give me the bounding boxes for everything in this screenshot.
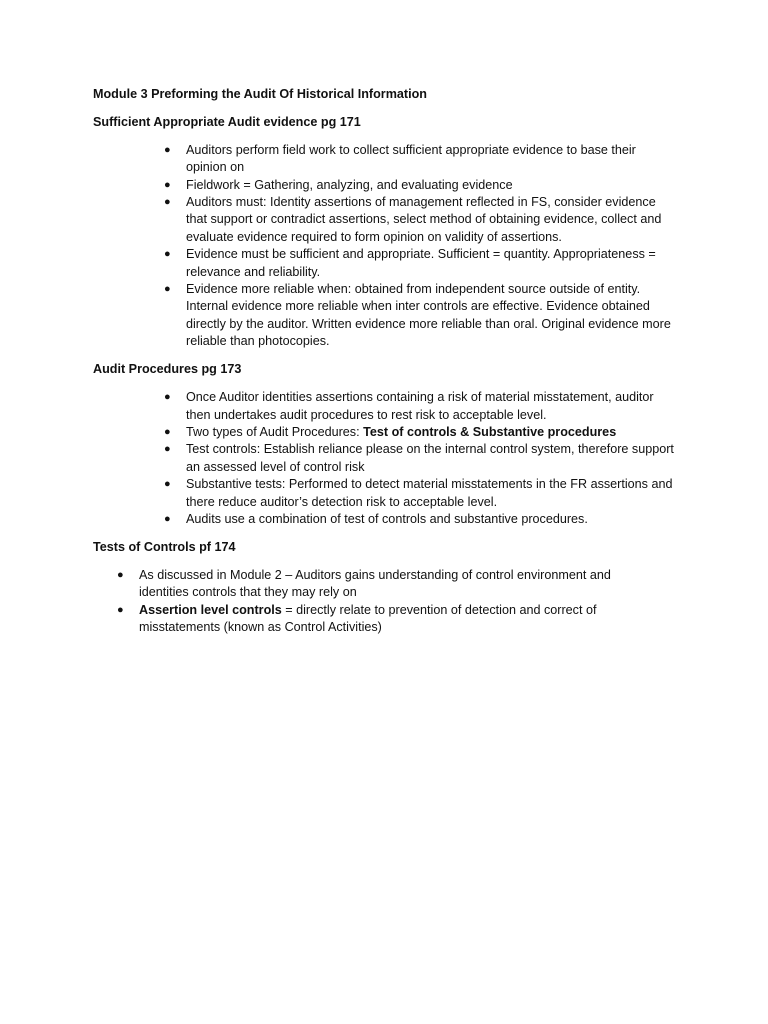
bullet-icon: ● bbox=[164, 443, 171, 456]
bullet-icon: ● bbox=[164, 478, 171, 491]
list-item-text: Auditors perform field work to collect sufficient appropriate evidence to base their opinion on bbox=[186, 142, 636, 175]
bullet-list-tests-of-controls bbox=[117, 567, 693, 637]
section-heading-audit-procedures: Audit Procedures pg 173 bbox=[93, 362, 242, 377]
list-item-text: As discussed in Module 2 – Auditors gains understanding of control environment and identities controls that they may rely on bbox=[139, 567, 611, 600]
list-item-text: Fieldwork = Gathering, analyzing, and evaluating evidence bbox=[186, 177, 513, 192]
list-item-bold-text: Assertion level controls bbox=[139, 602, 282, 617]
list-item bbox=[164, 246, 676, 281]
list-item-text: Two types of Audit Procedures: bbox=[186, 424, 364, 439]
list-item bbox=[164, 424, 676, 441]
list-item bbox=[164, 281, 676, 351]
list-item-text: Evidence more reliable when: obtained from independent source outside of entity. Internal evidence more reliable when inter controls are effective. Evidence obtained directly by the auditor. Written evidence more reliable than oral. Original evidence more reliable than photocopies. bbox=[186, 282, 671, 349]
list-item-text: Once Auditor identities assertions containing a risk of material misstatement, auditor then undertakes audit procedures to rest risk to acceptable level. bbox=[186, 390, 654, 422]
bullet-icon: ● bbox=[164, 178, 171, 191]
section-heading-tests-of-controls: Tests of Controls pf 174 bbox=[93, 539, 236, 554]
bullet-icon: ● bbox=[117, 603, 124, 616]
bullet-icon: ● bbox=[164, 248, 171, 261]
list-item bbox=[164, 389, 676, 424]
list-item-text: Auditors must: Identity assertions of management reflected in FS, consider evidence that support or contradict assertions, select method of obtaining evidence, collect and evaluate evidence required to form opinion on validity of assertions. bbox=[186, 195, 662, 244]
list-item bbox=[164, 142, 676, 177]
bullet-icon: ● bbox=[164, 391, 171, 404]
section-heading-audit-evidence: Sufficient Appropriate Audit evidence pg 171 bbox=[93, 114, 361, 129]
list-item-text: Audits use a combination of test of controls and substantive procedures. bbox=[186, 511, 588, 526]
bullet-icon: ● bbox=[164, 143, 171, 156]
bullet-icon: ● bbox=[164, 512, 171, 525]
document-title: Module 3 Preforming the Audit Of Historical Information bbox=[93, 87, 427, 101]
bullet-list-audit-evidence bbox=[164, 142, 693, 351]
list-item bbox=[164, 441, 676, 476]
list-item bbox=[164, 177, 676, 194]
list-item bbox=[117, 602, 641, 637]
list-item-text: Substantive tests: Performed to detect material misstatements in the FR assertions and there reduce auditor’s detection risk to acceptable level. bbox=[186, 477, 673, 509]
bullet-icon: ● bbox=[164, 283, 171, 296]
list-item bbox=[164, 511, 676, 528]
bullet-list-audit-procedures bbox=[164, 389, 693, 528]
list-item-text: Evidence must be sufficient and appropriate. Sufficient = quantity. Appropriateness = relevance and reliability. bbox=[186, 247, 656, 279]
bullet-icon: ● bbox=[117, 568, 124, 581]
document-body bbox=[93, 86, 693, 647]
list-item-bold-text: Test of controls & Substantive procedures bbox=[363, 424, 617, 439]
list-item bbox=[117, 567, 641, 602]
list-item-text: Test controls: Establish reliance please on the internal control system, therefore support an assessed level of control risk bbox=[186, 442, 674, 474]
list-item-text: = directly relate to prevention of detection and correct of misstatements (known as Control Activities) bbox=[139, 602, 597, 634]
list-item bbox=[164, 476, 676, 511]
bullet-icon: ● bbox=[164, 196, 171, 209]
bullet-icon: ● bbox=[164, 425, 171, 438]
list-item bbox=[164, 194, 676, 246]
